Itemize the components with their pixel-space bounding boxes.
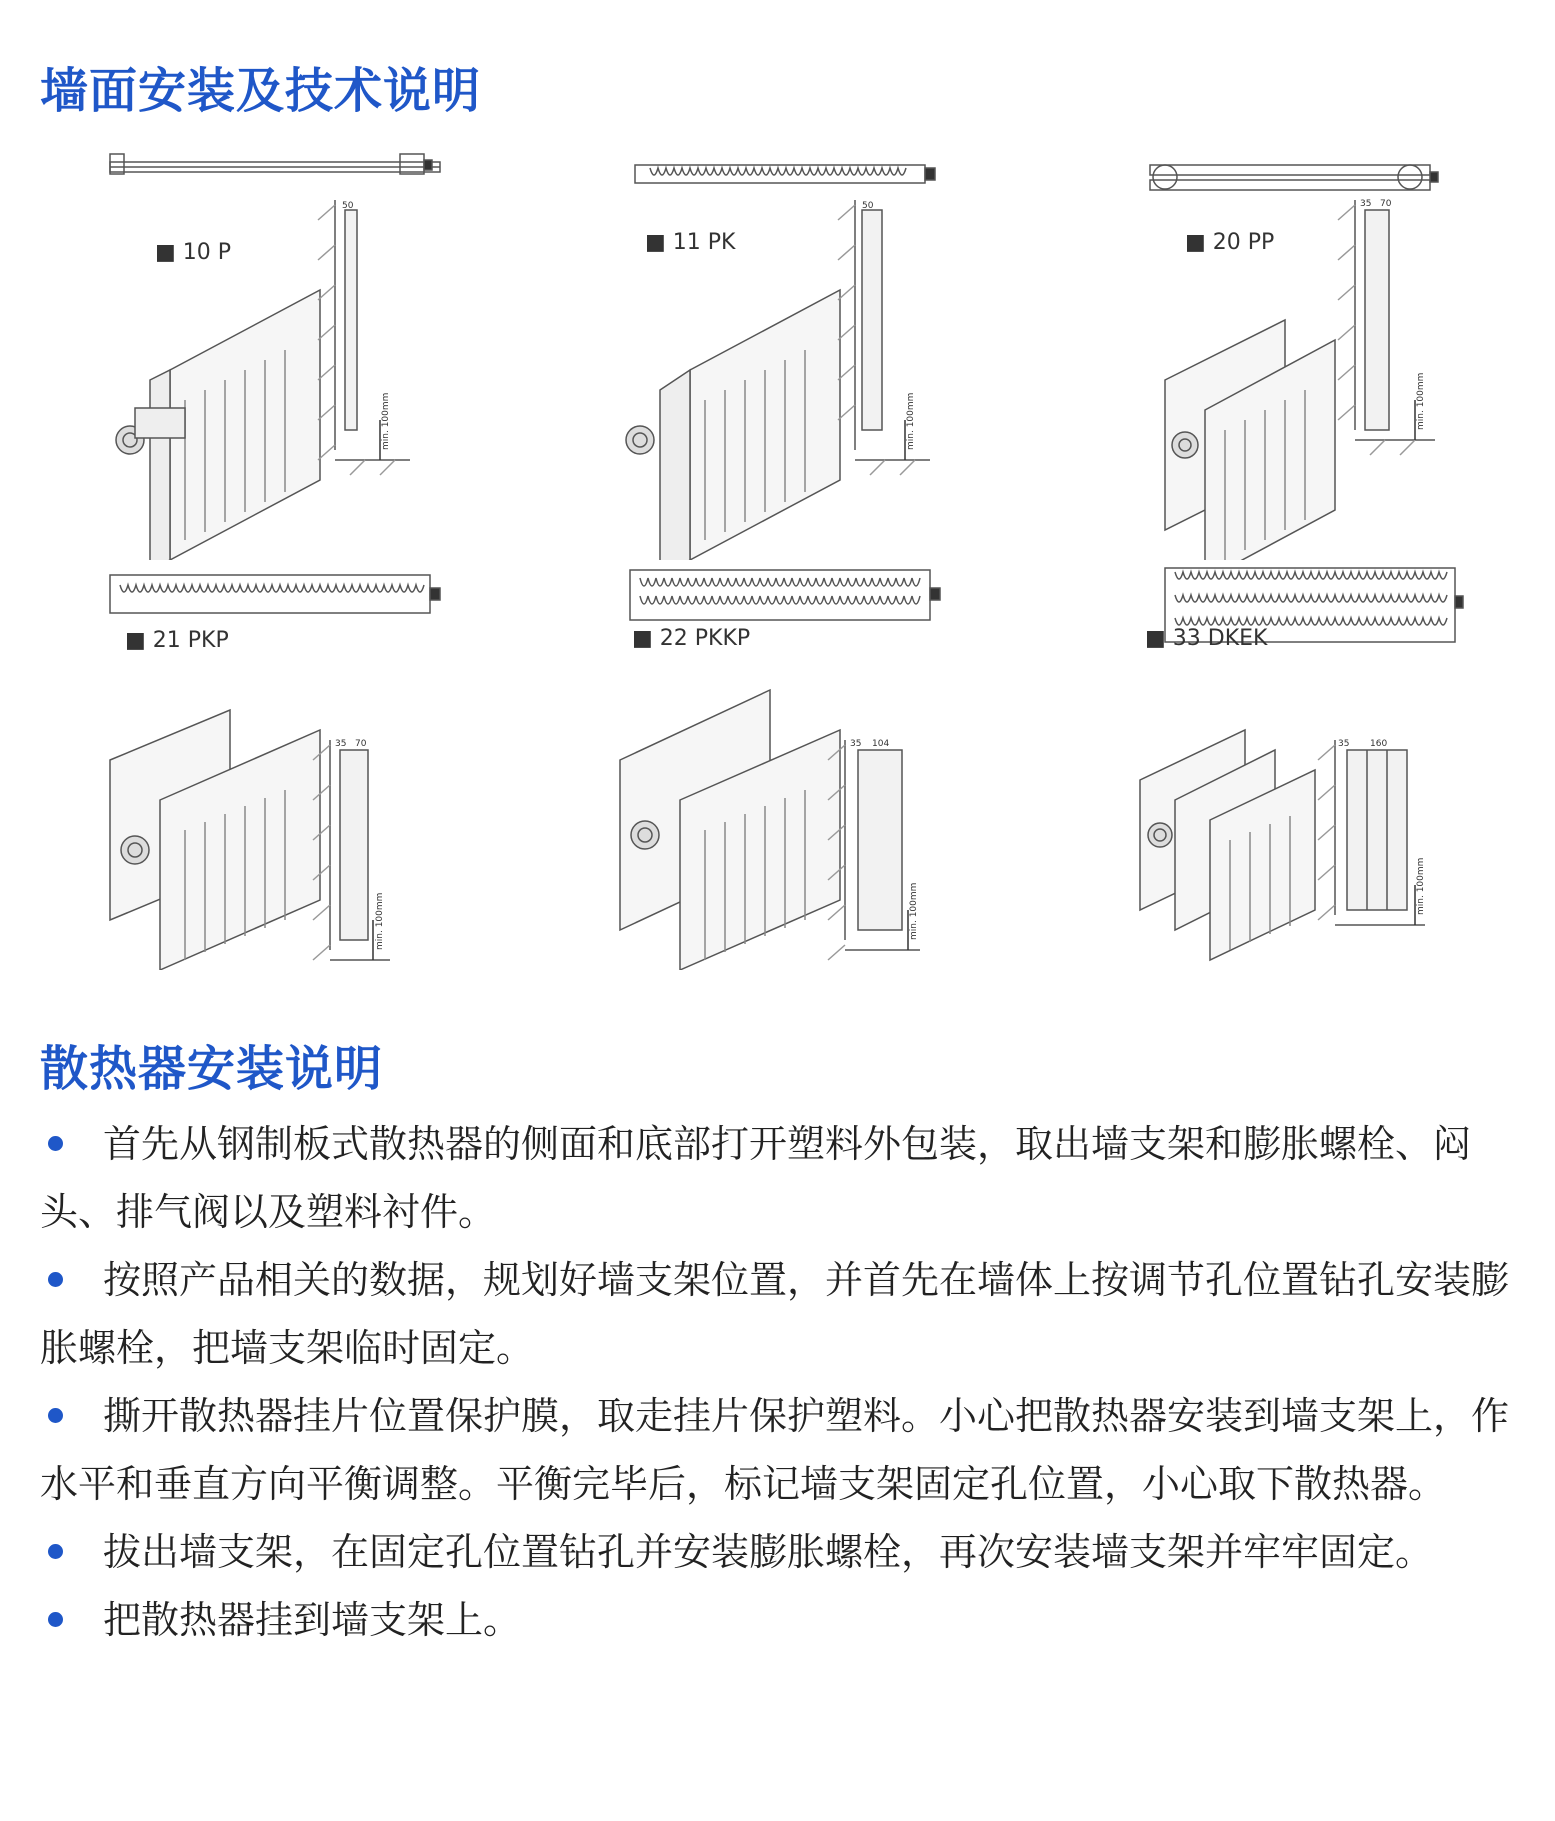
model-label: ■ 21 PKP	[125, 628, 229, 653]
diagram-11pk	[610, 140, 1090, 560]
install-steps	[40, 1110, 1525, 1654]
section-title-radiator-install: 散热器安装说明	[40, 1041, 384, 1097]
dim-min-floor: min. 100mm	[906, 392, 916, 450]
dim-depth: 104	[872, 739, 890, 749]
model-label: ■ 10 P	[155, 240, 232, 265]
radiator-33dkek-drawing	[1125, 560, 1555, 970]
diagram-21pkp	[90, 560, 570, 980]
bullet-dot	[48, 1408, 63, 1423]
model-label: ■ 22 PKKP	[632, 626, 751, 651]
dim-min-floor: min. 100mm	[909, 882, 919, 940]
dim-depth: 50	[862, 201, 874, 211]
dim-gap: 35	[1360, 199, 1372, 209]
model-label: ■ 20 PP	[1185, 230, 1275, 255]
dim-min-floor: min. 100mm	[375, 892, 385, 950]
bullet-dot	[48, 1612, 63, 1627]
diagram-10p	[90, 140, 570, 560]
model-label: ■ 11 PK	[645, 230, 736, 255]
diagram-33dkek	[1125, 560, 1555, 980]
dim-min-floor: min. 100mm	[381, 392, 391, 450]
install-step-2: 按照产品相关的数据，规划好墙支架位置，并首先在墙体上按调节孔位置钻孔安装膨胀螺栓，把墙支架临时固定。	[40, 1258, 1510, 1370]
dim-gap: 35	[335, 739, 347, 749]
dim-depth: 70	[1380, 199, 1392, 209]
radiator-21pkp-drawing	[90, 560, 570, 970]
section-title-wall-install: 墙面安装及技术说明	[40, 63, 482, 119]
install-step-3: 撕开散热器挂片位置保护膜，取走挂片保护塑料。小心把散热器安装到墙支架上，作水平和垂直方向平衡调整。平衡完毕后，标记墙支架固定孔位置，小心取下散热器。	[40, 1394, 1510, 1506]
install-step-5: 把散热器挂到墙支架上。	[40, 1586, 1525, 1654]
diagram-22pkkp	[610, 560, 1090, 980]
radiator-20pp-drawing	[1125, 140, 1555, 560]
bullet-dot	[48, 1544, 63, 1559]
dim-min-floor: min. 100mm	[1416, 857, 1426, 915]
dim-depth: 70	[355, 739, 367, 749]
dim-min-floor: min. 100mm	[1416, 372, 1426, 430]
radiator-10p-drawing	[90, 140, 570, 560]
bullet-dot	[48, 1136, 63, 1151]
dim-gap: 35	[1338, 739, 1350, 749]
dim-depth: 160	[1370, 739, 1388, 749]
radiator-11pk-drawing	[610, 140, 1090, 560]
diagram-20pp	[1125, 140, 1555, 560]
diagram-grid	[0, 140, 1555, 970]
model-label: ■ 33 DKEK	[1145, 626, 1268, 651]
bullet-dot	[48, 1272, 63, 1287]
dim-gap: 35	[850, 739, 862, 749]
install-step-4: 拔出墙支架，在固定孔位置钻孔并安装膨胀螺栓，再次安装墙支架并牢牢固定。	[40, 1518, 1525, 1586]
dim-depth: 50	[342, 201, 354, 211]
radiator-22pkkp-drawing	[610, 560, 1090, 970]
install-step-1: 首先从钢制板式散热器的侧面和底部打开塑料外包装，取出墙支架和膨胀螺栓、闷头、排气阀以及塑料衬件。	[40, 1122, 1472, 1234]
